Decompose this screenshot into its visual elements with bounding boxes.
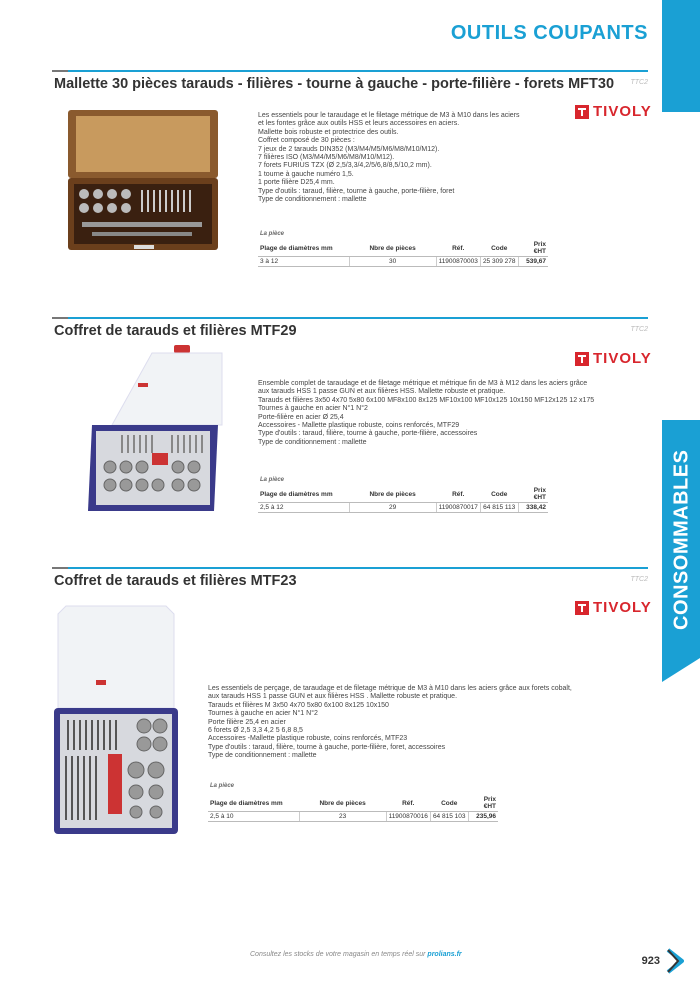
price-table [258, 240, 548, 267]
side-tab-top [662, 0, 700, 112]
product-description: Ensemble complet de taraudage et de filetage métrique et métrique fin de M3 à M12 dans les aciers grâce aux tarauds HSS 1 passe GUN et aux filières HSS. Mallette robuste et pratique. Tarauds et filières 3x50 4x70 5x80 6x100 MF8x100 8x125 MF10x100 MF10x125 10x150 MF12x125 12 x175 Tournes à gauche en acier N°1 N°2 Porte-filière en acier Ø 25,4 Accessoires - Mallette plastique robuste, coins renforcés, MTF29 Type d'outils : taraud, filière, tourne à gauche, porte-filière, accessoires Type de conditionnement : mallette [258, 380, 595, 446]
product-photo-mft30 [52, 108, 237, 253]
price-table [208, 795, 498, 822]
col-nbre: Nbre de pièces [349, 486, 436, 503]
col-prix: Prix €HT [518, 486, 548, 503]
price-unit-label: La pièce [210, 783, 235, 789]
section-title: Mallette 30 pièces tarauds - filières - tourne à gauche - porte-filière - forets MFT30 [54, 76, 615, 92]
section-code: TTC2 [630, 326, 648, 333]
price-unit-label: La pièce [260, 477, 285, 483]
section-divider [52, 317, 648, 319]
table-row: 2,5 à 10 23 11900870016 64 815 103 235,96 [210, 813, 496, 820]
col-plage: Plage de diamètres mm [258, 486, 349, 503]
page-title: OUTILS COUPANTS [450, 22, 648, 44]
brand-logo-icon [575, 105, 589, 119]
col-code: Code [430, 795, 468, 812]
section-divider [52, 70, 648, 72]
section-title: Coffret de tarauds et filières MTF29 [54, 323, 297, 339]
col-prix: Prix €HT [468, 795, 498, 812]
col-nbre: Nbre de pièces [299, 795, 386, 812]
brand-logo: TIVOLY [575, 350, 652, 367]
product-description: Les essentiels de perçage, de taraudage et de filetage métrique de M3 à M10 dans les aciers grâce aux forets cobalt, aux tarauds HSS 1 passe GUN et aux filières HSS . Mallette robuste et pratique. Tarauds et filières M 3x50 4x70 5x80 6x100 8x125 10x150 Tournes à gauche en acier N°1 N°2 Porte filière 25,4 en acier 6 forets Ø 2,5 3,3 4,2 5 6,8 8,5 Accessoires -Mallette plastique robuste, coins renforcés, MTF23 Type d'outils : taraud, filière, tourne à gauche, porte-filière, foret, accessoires Type de conditionnement : mallette [208, 685, 572, 760]
brand-logo-icon [575, 352, 589, 366]
next-page-arrow-icon [666, 948, 684, 974]
brand-logo-icon [575, 601, 589, 615]
section-title: Coffret de tarauds et filières MTF23 [54, 573, 297, 589]
product-photo-mtf29 [52, 343, 232, 521]
col-nbre: Nbre de pièces [349, 240, 436, 257]
col-ref: Réf. [436, 486, 480, 503]
product-photo-mtf23 [52, 604, 180, 836]
page-number: 923 [641, 955, 660, 967]
price-table [258, 486, 548, 513]
footer-note: Consultez les stocks de votre magasin en temps réel sur prolians.fr [250, 951, 462, 958]
col-plage: Plage de diamètres mm [208, 795, 299, 812]
side-tab-label: CONSOMMABLES [670, 449, 693, 631]
table-row: 3 à 12 30 11900870003 25 309 278 539,67 [260, 258, 546, 265]
price-unit-label: La pièce [260, 231, 285, 237]
section-divider [52, 567, 648, 569]
footer-link[interactable]: prolians.fr [427, 951, 462, 958]
section-code: TTC2 [630, 576, 648, 583]
col-code: Code [480, 240, 518, 257]
side-tab [662, 0, 700, 992]
brand-logo: TIVOLY [575, 599, 652, 616]
section-code: TTC2 [630, 79, 648, 86]
col-ref: Réf. [386, 795, 430, 812]
col-ref: Réf. [436, 240, 480, 257]
table-row: 2,5 à 12 29 11900870017 64 815 113 338,42 [260, 504, 546, 511]
col-prix: Prix €HT [518, 240, 548, 257]
col-plage: Plage de diamètres mm [258, 240, 349, 257]
col-code: Code [480, 486, 518, 503]
product-description: Les essentiels pour le taraudage et le filetage métrique de M3 à M10 dans les aciers et les fontes grâce aux outils HSS et leurs accessoires en aciers. Mallette bois robuste et protectrice des outils. Coffret composé de 30 pièces : 7 jeux de 2 tarauds DIN352 (M3/M4/M5/M6/M8/M10/M12). 7 filières ISO (M3/M4/M5/M6/M8/M10/M12). 7 forets FURIUS TZX (Ø 2,5/3,3/4,2/5/6,8/8,5/10,2 mm). 1 tourne à gauche numéro 1,5. 1 porte filière D25,4 mm. Type d'outils : taraud, filière, tourne à gauche, porte-filière, foret Type de conditionnement : mallette [258, 112, 520, 204]
brand-logo: TIVOLY [575, 103, 652, 120]
